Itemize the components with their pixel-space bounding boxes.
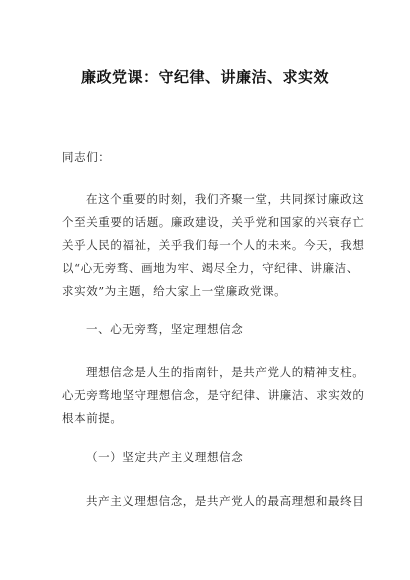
paragraph-line: 关乎人民的福祉，关乎我们每一个人的未来。今天，我想 (62, 238, 365, 252)
subsection-heading: （一）坚定共产主义理想信念 (86, 450, 244, 464)
section-heading: 一、心无旁骛，坚定理想信念 (86, 322, 244, 336)
paragraph-line: 个至关重要的话题。廉政建设，关乎党和国家的兴衰存亡 (62, 215, 365, 229)
paragraph-line: 在这个重要的时刻，我们齐聚一堂，共同探讨廉政这 (86, 192, 365, 206)
paragraph-line: 以“心无旁骛、画地为牢、竭尽全力，守纪律、讲廉洁、 (62, 261, 359, 275)
paragraph-line: 共产主义理想信念，是共产党人的最高理想和最终目 (86, 494, 365, 508)
paragraph-line: 理想信念是人生的指南针，是共产党人的精神支柱。 (86, 365, 365, 379)
document-title: 廉政党课：守纪律、讲廉洁、求实效 (80, 68, 329, 86)
paragraph-line: 根本前提。 (62, 411, 123, 425)
salutation: 同志们： (62, 150, 111, 164)
paragraph-line: 求实效”为主题，给大家上一堂廉政党课。 (62, 284, 287, 298)
paragraph-line: 心无旁骛地坚守理想信念，是守纪律、讲廉洁、求实效的 (62, 388, 365, 402)
